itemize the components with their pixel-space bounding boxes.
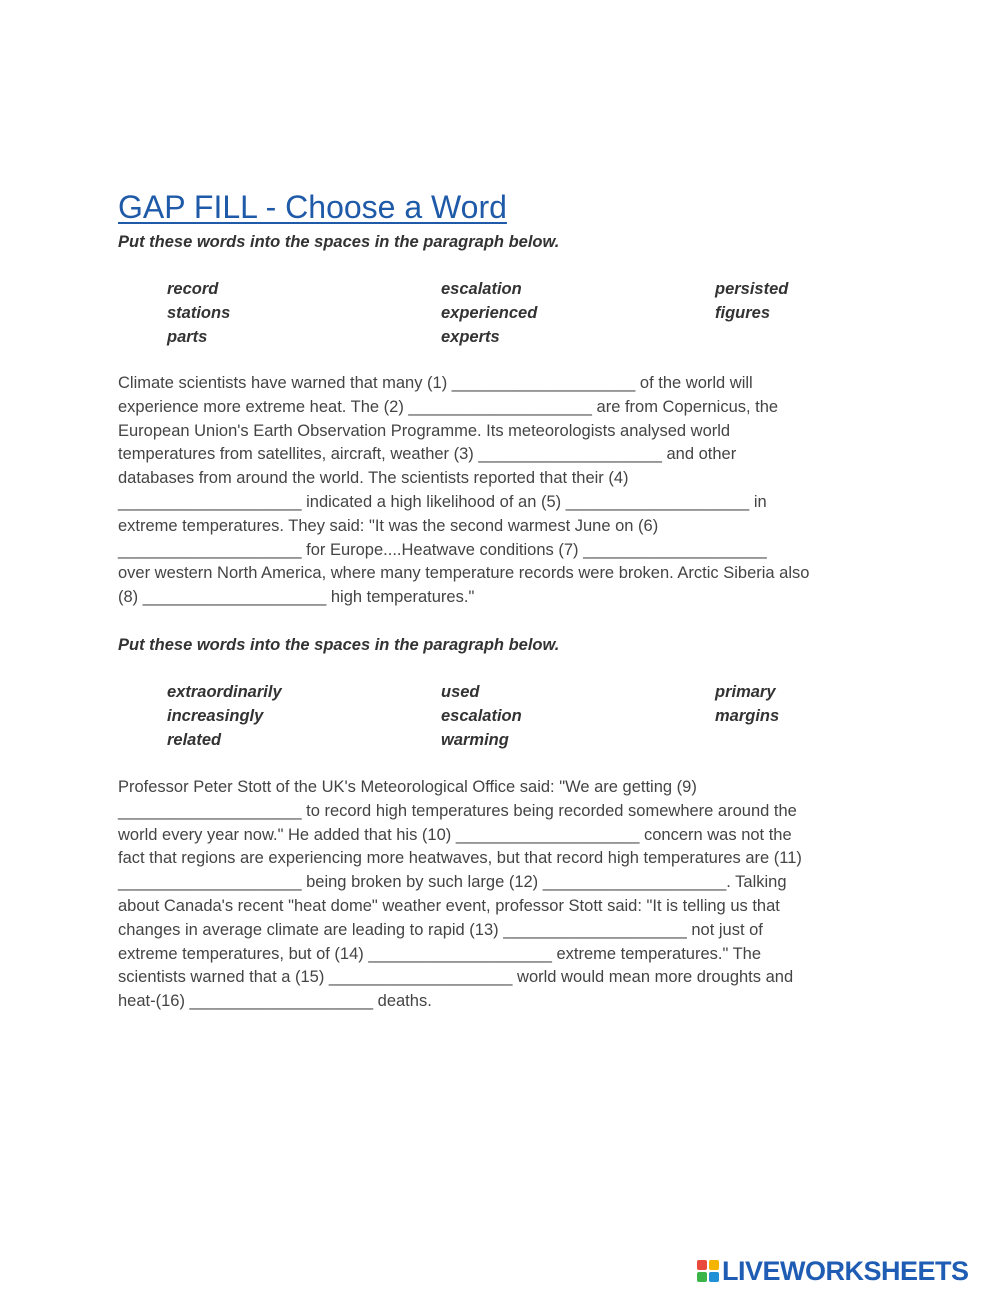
paragraph-line[interactable]: ____________________ to record high temperatures being recorded somewhere around the [118, 801, 797, 820]
paragraph-line: databases from around the world. The scientists reported that their (4) [118, 469, 629, 488]
logo-block [709, 1260, 719, 1270]
logo-block [697, 1260, 707, 1270]
word-bank-item: primary [715, 683, 776, 701]
word-bank-item: experienced [441, 304, 538, 322]
paragraph-line[interactable]: Climate scientists have warned that many (1) ____________________ of the world will [118, 374, 753, 392]
paragraph-line: about Canada's recent "heat dome" weather event, professor Stott said: "It is telling us that [118, 896, 780, 915]
section2-word-bank [167, 680, 887, 752]
section1-word-bank [167, 277, 887, 349]
paragraph-line[interactable]: ____________________ being broken by such large (12) ____________________. Talking [118, 873, 787, 892]
section2-instruction: Put these words into the spaces in the paragraph below. [118, 636, 560, 654]
paragraph-line[interactable]: extreme temperatures, but of (14) ____________________ extreme temperatures." The [118, 944, 762, 963]
section2-paragraph [118, 776, 878, 1014]
word-bank-item: stations [167, 304, 231, 322]
paragraph-line: fact that regions are experiencing more heatwaves, but that record high temperatures are (11) [118, 849, 802, 868]
liveworksheets-logo [697, 1256, 969, 1286]
paragraph-line[interactable]: ____________________ for Europe....Heatwave conditions (7) ____________________ [118, 540, 767, 559]
word-bank-item: margins [715, 707, 780, 725]
paragraph-line: over western North America, where many temperature records were broken. Arctic Siberia also [118, 564, 810, 583]
word-bank-item: escalation [441, 280, 522, 298]
section1-instruction: Put these words into the spaces in the paragraph below. [118, 233, 560, 251]
word-bank-item: experts [441, 328, 500, 346]
paragraph-line[interactable]: temperatures from satellites, aircraft, weather (3) ____________________ and other [118, 445, 737, 464]
word-bank-item: increasingly [167, 707, 264, 725]
paragraph-line[interactable]: (8) ____________________ high temperatures." [118, 588, 475, 607]
paragraph-line[interactable]: changes in average climate are leading to rapid (13) ____________________ not just of [118, 920, 763, 939]
word-bank-item: extraordinarily [167, 683, 282, 701]
paragraph-line[interactable]: heat-(16) ____________________ deaths. [118, 992, 432, 1011]
word-bank-item: figures [715, 304, 771, 322]
logo-block [709, 1272, 719, 1282]
word-bank-item: persisted [715, 280, 789, 298]
section1-paragraph [118, 372, 878, 610]
word-bank-item: record [167, 280, 219, 298]
logo-text: LIVEWORKSHEETS [722, 1256, 969, 1286]
paragraph-line[interactable]: world every year now." He added that his (10) ____________________ concern was not the [118, 825, 792, 844]
word-bank-item: warming [441, 731, 509, 749]
paragraph-line: European Union's Earth Observation Programme. Its meteorologists analysed world [118, 421, 731, 440]
word-bank-item: related [167, 731, 222, 749]
word-bank-item: used [441, 683, 480, 701]
paragraph-line[interactable]: scientists warned that a (15) ____________________ world would mean more droughts and [118, 968, 794, 987]
logo-block [697, 1272, 707, 1282]
paragraph-line[interactable]: ____________________ indicated a high likelihood of an (5) ____________________ in [118, 492, 767, 511]
paragraph-line: extreme temperatures. They said: "It was the second warmest June on (6) [118, 516, 659, 535]
word-bank-item: parts [167, 328, 208, 346]
paragraph-line[interactable]: experience more extreme heat. The (2) ____________________ are from Copernicus, the [118, 397, 779, 416]
word-bank-item: escalation [441, 707, 522, 725]
logo-blocks-icon [697, 1260, 719, 1282]
paragraph-line: Professor Peter Stott of the UK's Meteorological Office said: "We are getting (9) [118, 778, 697, 796]
page-title: GAP FILL - Choose a Word [118, 189, 507, 225]
